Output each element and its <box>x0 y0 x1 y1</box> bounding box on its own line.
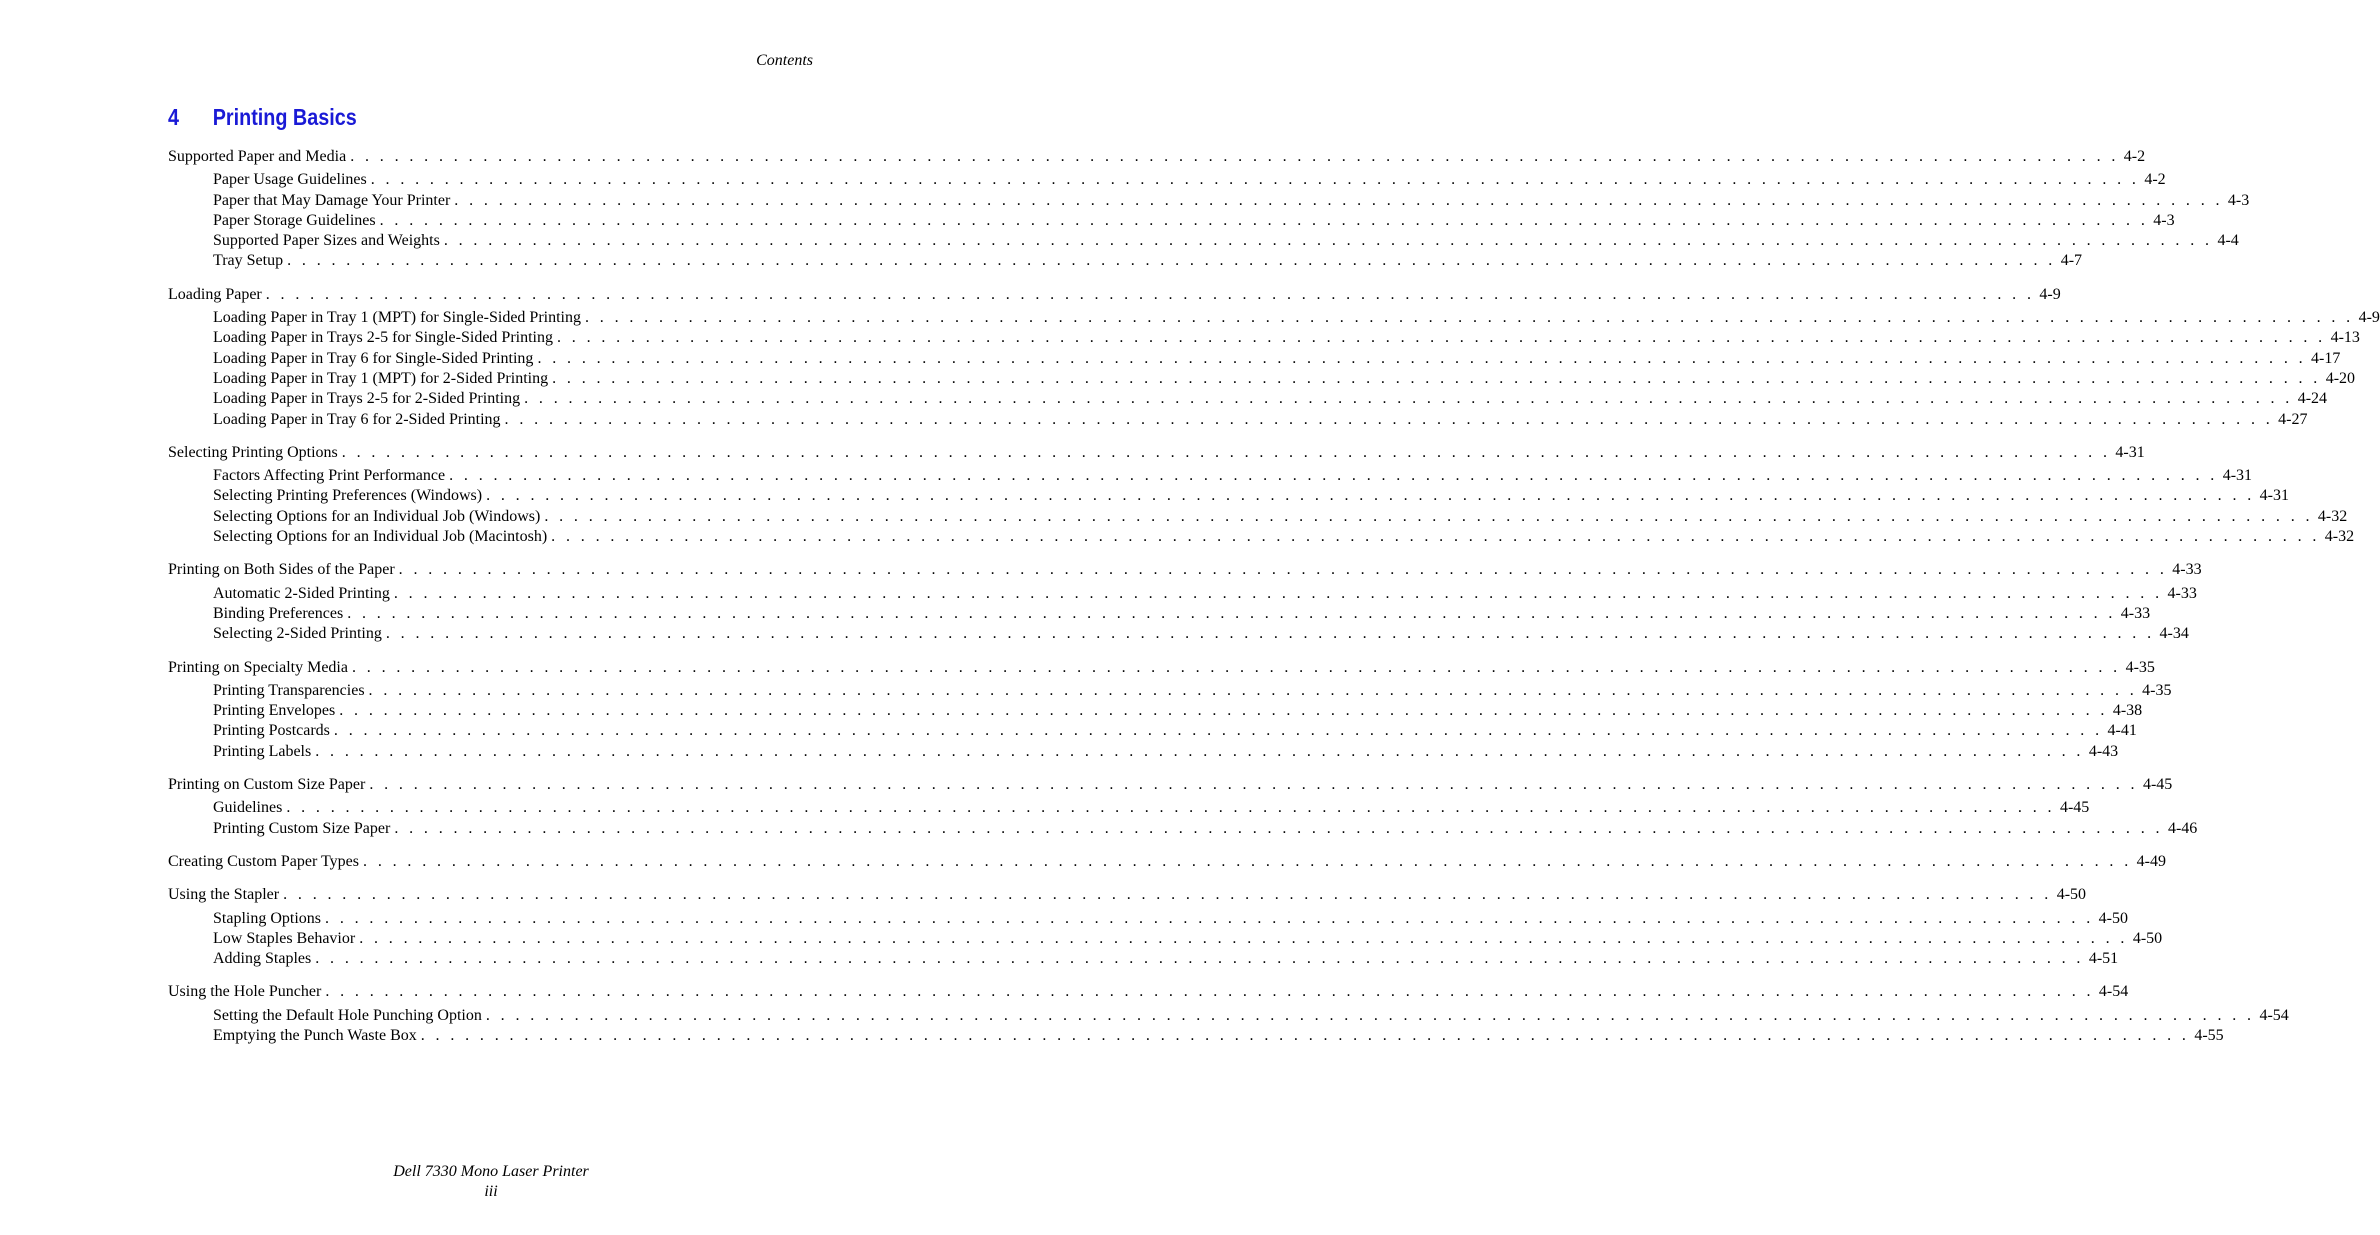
toc-subentry[interactable] <box>168 527 2355 547</box>
toc-page-number: 4-49 <box>2136 852 2166 870</box>
toc-subentry[interactable] <box>168 369 2356 389</box>
toc-page-number: 4-2 <box>2123 148 2146 165</box>
dot-leader: . . . . . . . . . . . . . . . . . . . . . . . . . . . . . . . . . . . . . . . . . . . . . . . . . . . . . . . . . . . . . . . . . . . . . . . . . . . . . . . . . . . . . . . . . . . . . . . . . . . . . . . . . . . . . . . . . . . . . . . . <box>339 702 2108 720</box>
toc-page-number: 4-54 <box>2098 983 2129 1001</box>
toc-subentry[interactable] <box>168 251 2083 271</box>
toc-entry-title: Low Staples Behavior <box>213 929 356 947</box>
toc-page-number: 4-41 <box>2107 722 2137 740</box>
toc-subentry[interactable] <box>168 410 2308 430</box>
toc-entry[interactable] <box>168 147 2146 167</box>
table-of-contents <box>168 147 2380 1059</box>
toc-subentry[interactable] <box>168 929 2163 949</box>
toc-entry-title: Printing on Both Sides of the Paper <box>168 561 395 579</box>
dot-leader: . . . . . . . . . . . . . . . . . . . . . . . . . . . . . . . . . . . . . . . . . . . . . . . . . . . . . . . . . . . . . . . . . . . . . . . . . . . . . . . . . . . . . . . . . . . . . . . . . . . . . . . . . . . . . . . . . . . . . . . . <box>333 722 2103 740</box>
toc-page-number: 4-32 <box>2324 528 2355 546</box>
dot-leader: . . . . . . . . . . . . . . . . . . . . . . . . . . . . . . . . . . . . . . . . . . . . . . . . . . . . . . . . . . . . . . . . . . . . . . . . . . . . . . . . . . . . . . . . . . . . . . . . . . . . . . . . . . . . . . . . . . . . . . . . <box>385 625 2155 643</box>
toc-page-number: 4-3 <box>2227 191 2250 209</box>
toc-entry-title: Loading Paper in Tray 1 (MPT) for 2-Sided Printing <box>213 369 549 387</box>
toc-entry-title: Selecting Options for an Individual Job (Macintosh) <box>213 528 548 546</box>
toc-page-number: 4-50 <box>2098 909 2128 927</box>
toc-page-number: 4-7 <box>2060 252 2083 270</box>
toc-page-number: 4-46 <box>2167 819 2198 837</box>
toc-section <box>168 658 2172 762</box>
toc-page-number: 4-50 <box>2132 929 2163 947</box>
dot-leader: . . . . . . . . . . . . . . . . . . . . . . . . . . . . . . . . . . . . . . . . . . . . . . . . . . . . . . . . . . . . . . . . . . . . . . . . . . . . . . . . . . . . . . . . . . . . . . . . . . . . . . . . . . . . . . . . . . . . . . . . <box>325 983 2094 1001</box>
dot-leader: . . . . . . . . . . . . . . . . . . . . . . . . . . . . . . . . . . . . . . . . . . . . . . . . . . . . . . . . . . . . . . . . . . . . . . . . . . . . . . . . . . . . . . . . . . . . . . . . . . . . . . . . . . . . . . . . . . . . . . . . <box>265 285 2035 303</box>
toc-subentry[interactable] <box>168 191 2250 211</box>
dot-leader: . . . . . . . . . . . . . . . . . . . . . . . . . . . . . . . . . . . . . . . . . . . . . . . . . . . . . . . . . . . . . . . . . . . . . . . . . . . . . . . . . . . . . . . . . . . . . . . . . . . . . . . . . . . . . . . . . . . . . . . . <box>286 799 2055 817</box>
dot-leader: . . . . . . . . . . . . . . . . . . . . . . . . . . . . . . . . . . . . . . . . . . . . . . . . . . . . . . . . . . . . . . . . . . . . . . . . . . . . . . . . . . . . . . . . . . . . . . . . . . . . . . . . . . . . . . . . . . . . . . . . <box>486 487 2255 505</box>
toc-page-number: 4-3 <box>2153 211 2175 229</box>
toc-page-number: 4-45 <box>2059 799 2090 817</box>
toc-entry-title: Binding Preferences <box>213 604 344 622</box>
toc-page-number: 4-38 <box>2112 702 2143 720</box>
toc-subentry[interactable] <box>168 584 2197 604</box>
dot-leader: . . . . . . . . . . . . . . . . . . . . . . . . . . . . . . . . . . . . . . . . . . . . . . . . . . . . . . . . . . . . . . . . . . . . . . . . . . . . . . . . . . . . . . . . . . . . . . . . . . . . . . . . . . . . . . . . . . . . . . . . <box>379 211 2149 229</box>
toc-page-number: 4-33 <box>2167 584 2197 602</box>
dot-leader: . . . . . . . . . . . . . . . . . . . . . . . . . . . . . . . . . . . . . . . . . . . . . . . . . . . . . . . . . . . . . . . . . . . . . . . . . . . . . . . . . . . . . . . . . . . . . . . . . . . . . . . . . . . . . . . . . . . . . . . . <box>369 776 2138 794</box>
toc-section <box>168 285 2380 430</box>
toc-entry-title: Loading Paper in Tray 1 (MPT) for Single-Sided Printing <box>213 309 581 327</box>
chapter-title: Printing Basics <box>212 104 357 130</box>
toc-section <box>168 560 2202 644</box>
toc-page-number: 4-31 <box>2115 443 2145 461</box>
toc-entry-title: Supported Paper and Media <box>168 148 347 165</box>
toc-entry-title: Supported Paper Sizes and Weights <box>213 232 440 250</box>
toc-entry-title: Emptying the Punch Waste Box <box>213 1026 417 1044</box>
dot-leader: . . . . . . . . . . . . . . . . . . . . . . . . . . . . . . . . . . . . . . . . . . . . . . . . . . . . . . . . . . . . . . . . . . . . . . . . . . . . . . . . . . . . . . . . . . . . . . . . . . . . . . . . . . . . . . . . . . . . . . . . <box>370 171 2140 189</box>
toc-entry-title: Printing on Specialty Media <box>168 658 348 676</box>
toc-entry[interactable] <box>168 443 2145 463</box>
toc-entry-title: Using the Hole Puncher <box>168 983 322 1001</box>
toc-subentry[interactable] <box>168 1006 2289 1026</box>
toc-section <box>168 982 2289 1046</box>
toc-page-number: 4-9 <box>2358 309 2380 327</box>
toc-page-number: 4-34 <box>2159 625 2189 643</box>
dot-leader: . . . . . . . . . . . . . . . . . . . . . . . . . . . . . . . . . . . . . . . . . . . . . . . . . . . . . . . . . . . . . . . . . . . . . . . . . . . . . . . . . . . . . . . . . . . . . . . . . . . . . . . . . . . . . . . . . . . . . . . . <box>454 191 2223 209</box>
toc-subentry[interactable] <box>168 170 2166 190</box>
toc-entry-title: Selecting 2-Sided Printing <box>213 625 382 643</box>
dot-leader: . . . . . . . . . . . . . . . . . . . . . . . . . . . . . . . . . . . . . . . . . . . . . . . . . . . . . . . . . . . . . . . . . . . . . . . . . . . . . . . . . . . . . . . . . . . . . . . . . . . . . . . . . . . . . . . . . . . . . . . . <box>398 561 2168 579</box>
toc-page-number: 4-51 <box>2088 950 2119 968</box>
dot-leader: . . . . . . . . . . . . . . . . . . . . . . . . . . . . . . . . . . . . . . . . . . . . . . . . . . . . . . . . . . . . . . . . . . . . . . . . . . . . . . . . . . . . . . . . . . . . . . . . . . . . . . . . . . . . . . . . . . . . . . . . <box>350 148 2119 165</box>
toc-subentry[interactable] <box>168 1026 2224 1046</box>
toc-entry-title: Selecting Printing Preferences (Windows) <box>213 487 483 505</box>
toc-page-number: 4-17 <box>2311 349 2341 367</box>
toc-entry[interactable] <box>168 560 2202 580</box>
dot-leader: . . . . . . . . . . . . . . . . . . . . . . . . . . . . . . . . . . . . . . . . . . . . . . . . . . . . . . . . . . . . . . . . . . . . . . . . . . . . . . . . . . . . . . . . . . . . . . . . . . . . . . . . . . . . . . . . . . . . . . . . <box>524 390 2293 408</box>
toc-page-number: 4-54 <box>2259 1006 2289 1024</box>
toc-subentry[interactable] <box>168 742 2119 762</box>
toc-subentry[interactable] <box>168 604 2151 624</box>
dot-leader: . . . . . . . . . . . . . . . . . . . . . . . . . . . . . . . . . . . . . . . . . . . . . . . . . . . . . . . . . . . . . . . . . . . . . . . . . . . . . . . . . . . . . . . . . . . . . . . . . . . . . . . . . . . . . . . . . . . . . . . . <box>504 410 2274 428</box>
dot-leader: . . . . . . . . . . . . . . . . . . . . . . . . . . . . . . . . . . . . . . . . . . . . . . . . . . . . . . . . . . . . . . . . . . . . . . . . . . . . . . . . . . . . . . . . . . . . . . . . . . . . . . . . . . . . . . . . . . . . . . . . <box>368 681 2138 699</box>
toc-entry[interactable] <box>168 885 2087 905</box>
dot-leader: . . . . . . . . . . . . . . . . . . . . . . . . . . . . . . . . . . . . . . . . . . . . . . . . . . . . . . . . . . . . . . . . . . . . . . . . . . . . . . . . . . . . . . . . . . . . . . . . . . . . . . . . . . . . . . . . . . . . . . . . <box>287 252 2056 270</box>
toc-subentry[interactable] <box>168 211 2175 231</box>
toc-entry-title: Printing Transparencies <box>213 681 365 699</box>
toc-subentry[interactable] <box>168 701 2143 721</box>
chapter-number: 4 <box>168 104 180 130</box>
toc-subentry[interactable] <box>168 624 2189 644</box>
toc-section <box>168 147 2250 272</box>
toc-entry-title: Paper Storage Guidelines <box>213 211 376 229</box>
dot-leader: . . . . . . . . . . . . . . . . . . . . . . . . . . . . . . . . . . . . . . . . . . . . . . . . . . . . . . . . . . . . . . . . . . . . . . . . . . . . . . . . . . . . . . . . . . . . . . . . . . . . . . . . . . . . . . . . . . . . . . . . <box>551 528 2320 546</box>
dot-leader: . . . . . . . . . . . . . . . . . . . . . . . . . . . . . . . . . . . . . . . . . . . . . . . . . . . . . . . . . . . . . . . . . . . . . . . . . . . . . . . . . . . . . . . . . . . . . . . . . . . . . . . . . . . . . . . . . . . . . . . . <box>544 507 2313 525</box>
footer-page-number: iii <box>484 1183 498 1200</box>
toc-entry-title: Automatic 2-Sided Printing <box>213 584 390 602</box>
chapter-heading <box>168 104 357 131</box>
toc-subentry[interactable] <box>168 819 2198 839</box>
dot-leader: . . . . . . . . . . . . . . . . . . . . . . . . . . . . . . . . . . . . . . . . . . . . . . . . . . . . . . . . . . . . . . . . . . . . . . . . . . . . . . . . . . . . . . . . . . . . . . . . . . . . . . . . . . . . . . . . . . . . . . . . <box>325 909 2094 927</box>
dot-leader: . . . . . . . . . . . . . . . . . . . . . . . . . . . . . . . . . . . . . . . . . . . . . . . . . . . . . . . . . . . . . . . . . . . . . . . . . . . . . . . . . . . . . . . . . . . . . . . . . . . . . . . . . . . . . . . . . . . . . . . . <box>347 604 2116 622</box>
toc-entry-title: Loading Paper in Trays 2-5 for 2-Sided Printing <box>213 390 521 408</box>
toc-page-number: 4-31 <box>2259 487 2289 505</box>
toc-entry-title: Stapling Options <box>213 909 322 927</box>
toc-entry-title: Paper that May Damage Your Printer <box>213 191 451 209</box>
toc-page-number: 4-50 <box>2056 886 2087 904</box>
toc-entry-title: Setting the Default Hole Punching Option <box>213 1006 482 1024</box>
footer-product-name: Dell 7330 Mono Laser Printer <box>393 1163 589 1180</box>
dot-leader: . . . . . . . . . . . . . . . . . . . . . . . . . . . . . . . . . . . . . . . . . . . . . . . . . . . . . . . . . . . . . . . . . . . . . . . . . . . . . . . . . . . . . . . . . . . . . . . . . . . . . . . . . . . . . . . . . . . . . . . . <box>420 1026 2190 1044</box>
running-header: Contents <box>756 52 813 69</box>
dot-leader: . . . . . . . . . . . . . . . . . . . . . . . . . . . . . . . . . . . . . . . . . . . . . . . . . . . . . . . . . . . . . . . . . . . . . . . . . . . . . . . . . . . . . . . . . . . . . . . . . . . . . . . . . . . . . . . . . . . . . . . . <box>556 329 2326 347</box>
toc-page-number: 4-35 <box>2125 658 2155 676</box>
dot-leader: . . . . . . . . . . . . . . . . . . . . . . . . . . . . . . . . . . . . . . . . . . . . . . . . . . . . . . . . . . . . . . . . . . . . . . . . . . . . . . . . . . . . . . . . . . . . . . . . . . . . . . . . . . . . . . . . . . . . . . . . <box>363 852 2132 870</box>
toc-entry-title: Creating Custom Paper Types <box>168 852 360 870</box>
toc-entry-title: Loading Paper in Tray 6 for Single-Sided Printing <box>213 349 534 367</box>
toc-subentry[interactable] <box>168 466 2253 486</box>
toc-subentry[interactable] <box>168 507 2348 527</box>
dot-leader: . . . . . . . . . . . . . . . . . . . . . . . . . . . . . . . . . . . . . . . . . . . . . . . . . . . . . . . . . . . . . . . . . . . . . . . . . . . . . . . . . . . . . . . . . . . . . . . . . . . . . . . . . . . . . . . . . . . . . . . . <box>584 309 2354 327</box>
toc-entry-title: Printing Labels <box>213 742 312 760</box>
toc-page-number: 4-45 <box>2142 776 2173 794</box>
toc-entry-title: Paper Usage Guidelines <box>213 171 367 189</box>
toc-page-number: 4-20 <box>2325 369 2356 387</box>
dot-leader: . . . . . . . . . . . . . . . . . . . . . . . . . . . . . . . . . . . . . . . . . . . . . . . . . . . . . . . . . . . . . . . . . . . . . . . . . . . . . . . . . . . . . . . . . . . . . . . . . . . . . . . . . . . . . . . . . . . . . . . . <box>359 929 2128 947</box>
toc-page-number: 4-27 <box>2278 410 2308 428</box>
dot-leader: . . . . . . . . . . . . . . . . . . . . . . . . . . . . . . . . . . . . . . . . . . . . . . . . . . . . . . . . . . . . . . . . . . . . . . . . . . . . . . . . . . . . . . . . . . . . . . . . . . . . . . . . . . . . . . . . . . . . . . . . <box>394 819 2163 837</box>
toc-page-number: 4-9 <box>2039 285 2061 303</box>
toc-subentry[interactable] <box>168 681 2172 701</box>
toc-subentry[interactable] <box>168 486 2289 506</box>
dot-leader: . . . . . . . . . . . . . . . . . . . . . . . . . . . . . . . . . . . . . . . . . . . . . . . . . . . . . . . . . . . . . . . . . . . . . . . . . . . . . . . . . . . . . . . . . . . . . . . . . . . . . . . . . . . . . . . . . . . . . . . . <box>552 369 2321 387</box>
toc-entry-title: Loading Paper in Trays 2-5 for Single-Sided Printing <box>213 329 553 347</box>
dot-leader: . . . . . . . . . . . . . . . . . . . . . . . . . . . . . . . . . . . . . . . . . . . . . . . . . . . . . . . . . . . . . . . . . . . . . . . . . . . . . . . . . . . . . . . . . . . . . . . . . . . . . . . . . . . . . . . . . . . . . . . . <box>537 349 2307 367</box>
toc-entry-title: Guidelines <box>213 799 283 817</box>
toc-page-number: 4-4 <box>2217 232 2239 250</box>
toc-entry-title: Tray Setup <box>213 252 284 270</box>
toc-entry-title: Selecting Printing Options <box>168 443 338 461</box>
toc-entry-title: Factors Affecting Print Performance <box>213 467 446 485</box>
dot-leader: . . . . . . . . . . . . . . . . . . . . . . . . . . . . . . . . . . . . . . . . . . . . . . . . . . . . . . . . . . . . . . . . . . . . . . . . . . . . . . . . . . . . . . . . . . . . . . . . . . . . . . . . . . . . . . . . . . . . . . . . <box>283 886 2052 904</box>
toc-entry-title: Printing Envelopes <box>213 702 336 720</box>
toc-page-number: 4-24 <box>2297 390 2328 408</box>
dot-leader: . . . . . . . . . . . . . . . . . . . . . . . . . . . . . . . . . . . . . . . . . . . . . . . . . . . . . . . . . . . . . . . . . . . . . . . . . . . . . . . . . . . . . . . . . . . . . . . . . . . . . . . . . . . . . . . . . . . . . . . . <box>315 950 2084 968</box>
toc-entry-title: Printing Postcards <box>213 722 330 740</box>
toc-entry-title: Printing on Custom Size Paper <box>168 776 366 794</box>
toc-entry[interactable] <box>168 852 2166 872</box>
toc-entry[interactable] <box>168 775 2173 795</box>
toc-page-number: 4-32 <box>2317 507 2348 525</box>
page-footer <box>0 1162 982 1202</box>
toc-subentry[interactable] <box>168 949 2119 969</box>
toc-page-number: 4-13 <box>2330 329 2360 347</box>
toc-page-number: 4-55 <box>2194 1026 2224 1044</box>
toc-subentry[interactable] <box>168 389 2328 409</box>
toc-entry[interactable] <box>168 982 2129 1002</box>
toc-subentry[interactable] <box>168 231 2239 251</box>
toc-page-number: 4-31 <box>2222 467 2253 485</box>
toc-page-number: 4-2 <box>2144 171 2166 189</box>
toc-entry-title: Selecting Options for an Individual Job (Windows) <box>213 507 541 525</box>
toc-section <box>168 852 2166 872</box>
dot-leader: . . . . . . . . . . . . . . . . . . . . . . . . . . . . . . . . . . . . . . . . . . . . . . . . . . . . . . . . . . . . . . . . . . . . . . . . . . . . . . . . . . . . . . . . . . . . . . . . . . . . . . . . . . . . . . . . . . . . . . . . <box>443 232 2213 250</box>
dot-leader: . . . . . . . . . . . . . . . . . . . . . . . . . . . . . . . . . . . . . . . . . . . . . . . . . . . . . . . . . . . . . . . . . . . . . . . . . . . . . . . . . . . . . . . . . . . . . . . . . . . . . . . . . . . . . . . . . . . . . . . . <box>485 1006 2255 1024</box>
toc-page-number: 4-43 <box>2088 742 2119 760</box>
toc-page-number: 4-35 <box>2142 681 2172 699</box>
toc-section <box>168 885 2163 969</box>
toc-subentry[interactable] <box>168 328 2360 348</box>
toc-entry-title: Loading Paper <box>168 285 262 303</box>
toc-entry-title: Adding Staples <box>213 950 312 968</box>
dot-leader: . . . . . . . . . . . . . . . . . . . . . . . . . . . . . . . . . . . . . . . . . . . . . . . . . . . . . . . . . . . . . . . . . . . . . . . . . . . . . . . . . . . . . . . . . . . . . . . . . . . . . . . . . . . . . . . . . . . . . . . . <box>393 584 2163 602</box>
toc-subentry[interactable] <box>168 349 2341 369</box>
toc-entry-title: Using the Stapler <box>168 886 280 904</box>
dot-leader: . . . . . . . . . . . . . . . . . . . . . . . . . . . . . . . . . . . . . . . . . . . . . . . . . . . . . . . . . . . . . . . . . . . . . . . . . . . . . . . . . . . . . . . . . . . . . . . . . . . . . . . . . . . . . . . . . . . . . . . . <box>449 467 2218 485</box>
dot-leader: . . . . . . . . . . . . . . . . . . . . . . . . . . . . . . . . . . . . . . . . . . . . . . . . . . . . . . . . . . . . . . . . . . . . . . . . . . . . . . . . . . . . . . . . . . . . . . . . . . . . . . . . . . . . . . . . . . . . . . . . <box>341 443 2111 461</box>
toc-subentry[interactable] <box>168 798 2090 818</box>
dot-leader: . . . . . . . . . . . . . . . . . . . . . . . . . . . . . . . . . . . . . . . . . . . . . . . . . . . . . . . . . . . . . . . . . . . . . . . . . . . . . . . . . . . . . . . . . . . . . . . . . . . . . . . . . . . . . . . . . . . . . . . . <box>315 742 2084 760</box>
toc-entry[interactable] <box>168 285 2061 305</box>
toc-subentry[interactable] <box>168 308 2380 328</box>
toc-subentry[interactable] <box>168 909 2128 929</box>
toc-entry[interactable] <box>168 658 2155 678</box>
toc-page-number: 4-33 <box>2172 561 2202 579</box>
toc-subentry[interactable] <box>168 721 2137 741</box>
toc-page-number: 4-33 <box>2120 604 2151 622</box>
toc-section <box>168 775 2198 839</box>
toc-entry-title: Printing Custom Size Paper <box>213 819 391 837</box>
dot-leader: . . . . . . . . . . . . . . . . . . . . . . . . . . . . . . . . . . . . . . . . . . . . . . . . . . . . . . . . . . . . . . . . . . . . . . . . . . . . . . . . . . . . . . . . . . . . . . . . . . . . . . . . . . . . . . . . . . . . . . . . <box>351 658 2121 676</box>
toc-section <box>168 443 2355 547</box>
toc-entry-title: Loading Paper in Tray 6 for 2-Sided Printing <box>213 410 501 428</box>
